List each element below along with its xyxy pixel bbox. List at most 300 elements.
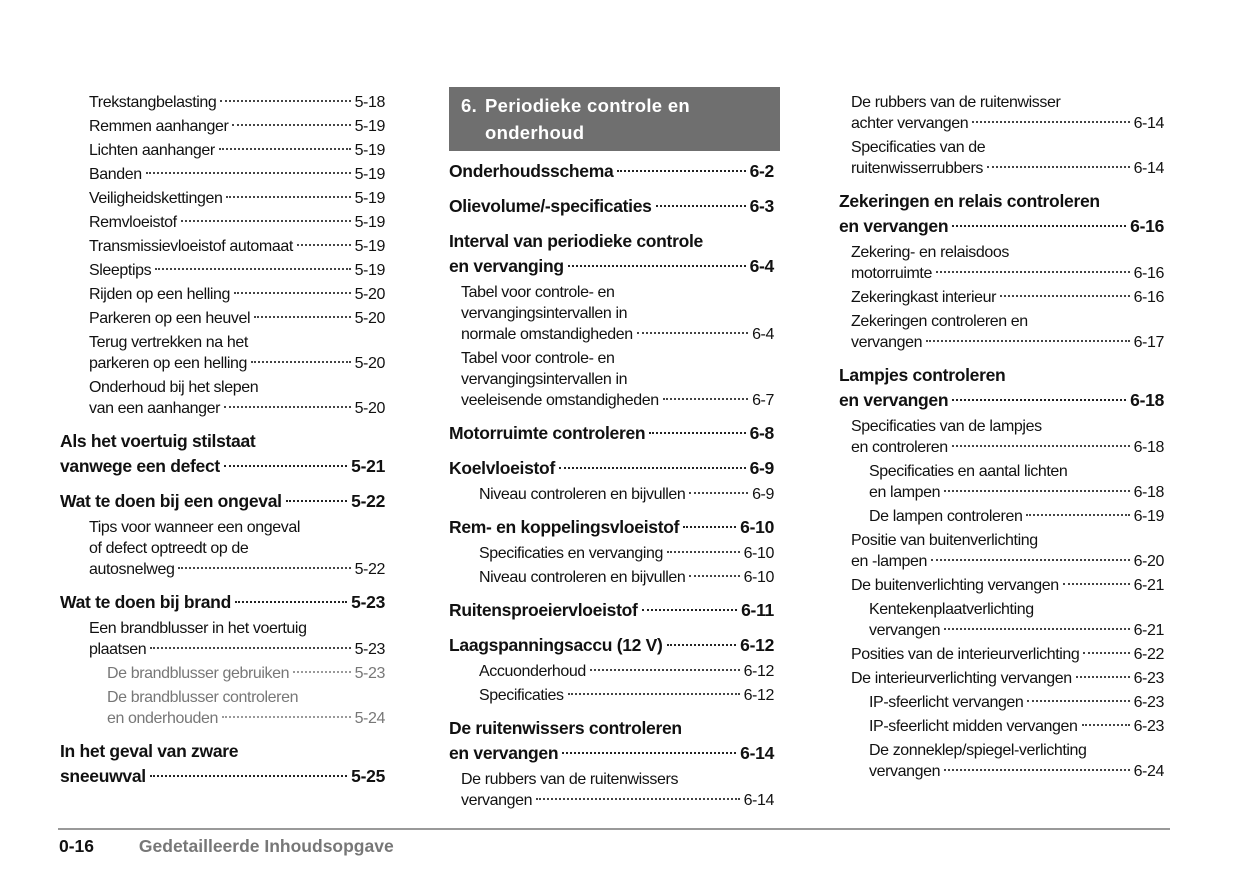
entry-title: vanwege een defect: [60, 456, 220, 476]
entry-page-number: 6-9: [752, 486, 774, 503]
entry-page-number: 5-22: [354, 561, 385, 578]
entry-line: [449, 741, 774, 766]
dot-leader: [642, 609, 738, 611]
entry-line: [449, 456, 774, 481]
dot-leader: [689, 575, 739, 577]
entry-title: De brandblusser gebruiken: [107, 665, 290, 682]
dot-leader: [637, 332, 748, 334]
entry-page-number: 6-18: [1133, 439, 1164, 456]
entry-title: Olievolume/-specificaties: [449, 196, 652, 216]
entry-title: of defect optreedt op de: [89, 540, 249, 557]
dot-leader: [656, 205, 746, 207]
entry-line: [449, 421, 774, 446]
dot-leader: [568, 693, 740, 695]
toc-heading-entry[interactable]: [60, 739, 385, 789]
toc-heading-entry[interactable]: [449, 716, 774, 766]
entry-line: [461, 369, 774, 390]
toc-entry[interactable]: [60, 618, 385, 660]
dot-leader: [254, 316, 350, 318]
toc-entry[interactable]: [60, 140, 385, 161]
toc-entry[interactable]: [839, 740, 1164, 782]
dot-leader: [146, 172, 351, 174]
entry-title: Remvloeistof: [89, 214, 177, 231]
entry-page-number: 5-20: [354, 355, 385, 372]
toc-entry[interactable]: [60, 260, 385, 281]
entry-line: [89, 559, 385, 580]
entry-line: [461, 282, 774, 303]
entry-title: Lichten aanhanger: [89, 142, 215, 159]
entry-page-number: 6-12: [740, 635, 774, 655]
toc-entry[interactable]: [839, 287, 1164, 308]
entry-title: veeleisende omstandigheden: [461, 392, 659, 409]
entry-title: Trekstangbelasting: [89, 94, 217, 111]
entry-page-number: 5-20: [354, 286, 385, 303]
dot-leader: [1082, 724, 1130, 726]
toc-heading-entry[interactable]: [60, 489, 385, 514]
toc-entry[interactable]: [60, 663, 385, 684]
entry-line: [89, 353, 385, 374]
toc-entry[interactable]: [60, 116, 385, 137]
entry-title: achter vervangen: [851, 115, 969, 132]
dot-leader: [952, 225, 1126, 227]
dot-leader: [972, 121, 1129, 123]
entry-page-number: 6-20: [1133, 553, 1164, 570]
entry-page-number: 5-19: [354, 214, 385, 231]
entry-line: [107, 663, 385, 684]
entry-page-number: 5-21: [351, 456, 385, 476]
toc-entry[interactable]: [60, 284, 385, 305]
entry-title: sneeuwval: [60, 766, 146, 786]
entry-line: [869, 599, 1164, 620]
entry-line: [89, 212, 385, 233]
entry-title: De interieurverlichting vervangen: [851, 670, 1072, 687]
toc-heading-entry[interactable]: [449, 421, 774, 446]
entry-title: Een brandblusser in het voertuig: [89, 620, 307, 637]
dot-leader: [667, 551, 740, 553]
entry-title: Tips voor wanneer een ongeval: [89, 519, 301, 536]
dot-leader: [944, 628, 1129, 630]
toc-entry[interactable]: [839, 506, 1164, 527]
dot-leader: [689, 492, 748, 494]
entry-line: [851, 311, 1164, 332]
entry-title: Interval van periodieke controle: [449, 231, 703, 251]
entry-page-number: 5-18: [354, 94, 385, 111]
dot-leader: [617, 170, 745, 172]
entry-page-number: 5-24: [354, 710, 385, 727]
entry-title: De rubbers van de ruitenwisser: [851, 94, 1061, 111]
entry-line: [60, 429, 385, 454]
entry-page-number: 5-19: [354, 238, 385, 255]
entry-line: [89, 116, 385, 137]
entry-page-number: 6-2: [749, 161, 774, 181]
dot-leader: [562, 752, 736, 754]
toc-heading-entry[interactable]: [449, 633, 774, 658]
entry-title: Banden: [89, 166, 142, 183]
toc-entry[interactable]: [449, 567, 774, 588]
entry-title: Sleeptips: [89, 262, 152, 279]
entry-title: Specificaties van de: [851, 139, 986, 156]
entry-line: [851, 92, 1164, 113]
entry-page-number: 6-17: [1133, 334, 1164, 351]
entry-title: De brandblusser controleren: [107, 689, 299, 706]
entry-title: Specificaties en aantal lichten: [869, 463, 1068, 480]
entry-line: [89, 332, 385, 353]
entry-title: en onderhouden: [107, 710, 218, 727]
entry-line: [60, 739, 385, 764]
dot-leader: [944, 490, 1129, 492]
entry-page-number: 5-23: [351, 592, 385, 612]
entry-title: plaatsen: [89, 641, 147, 658]
dot-leader: [224, 406, 350, 408]
toc-entry[interactable]: [60, 164, 385, 185]
dot-leader: [150, 647, 350, 649]
toc-heading-entry[interactable]: [449, 456, 774, 481]
entry-title: ruitenwisserrubbers: [851, 160, 984, 177]
entry-title: en lampen: [869, 484, 941, 501]
entry-title: Als het voertuig stilstaat: [60, 431, 256, 451]
entry-line: [839, 214, 1164, 239]
entry-line: [479, 543, 774, 564]
entry-page-number: 6-23: [1133, 670, 1164, 687]
entry-title: parkeren op een helling: [89, 355, 248, 372]
entry-title: vervangen: [851, 334, 923, 351]
entry-title: IP-sfeerlicht midden vervangen: [869, 718, 1078, 735]
dot-leader: [536, 798, 739, 800]
entry-title: De rubbers van de ruitenwissers: [461, 771, 679, 788]
dot-leader: [220, 100, 350, 102]
entry-line: [89, 308, 385, 329]
dot-leader: [559, 467, 746, 469]
footer-divider: [58, 828, 1170, 830]
entry-line: [461, 324, 774, 345]
entry-line: [869, 692, 1164, 713]
entry-line: [851, 287, 1164, 308]
entry-title: Specificaties en vervanging: [479, 545, 663, 562]
entry-page-number: 5-22: [351, 491, 385, 511]
entry-title: De buitenverlichting vervangen: [851, 577, 1059, 594]
dot-leader: [944, 769, 1129, 771]
toc-entry[interactable]: [839, 92, 1164, 134]
entry-line: [479, 685, 774, 706]
dot-leader: [219, 148, 351, 150]
dot-leader: [663, 398, 748, 400]
dot-leader: [235, 601, 347, 603]
entry-line: [60, 764, 385, 789]
toc-entry[interactable]: [60, 212, 385, 233]
entry-page-number: 6-16: [1133, 265, 1164, 282]
entry-line: [869, 716, 1164, 737]
entry-page-number: 6-14: [740, 743, 774, 763]
entry-title: vervangen: [869, 763, 941, 780]
entry-line: [461, 390, 774, 411]
entry-line: [851, 437, 1164, 458]
entry-title: en vervanging: [449, 256, 564, 276]
entry-line: [449, 194, 774, 219]
section-number: 6.: [461, 95, 478, 116]
toc-list: [449, 159, 774, 811]
entry-line: [60, 590, 385, 615]
entry-line: [89, 538, 385, 559]
entry-title: Zekeringen controleren en: [851, 313, 1028, 330]
dot-leader: [683, 526, 736, 528]
dot-leader: [1063, 583, 1130, 585]
toc-column-3: [839, 92, 1164, 782]
toc-entry[interactable]: [839, 461, 1164, 503]
entry-page-number: 6-14: [1133, 160, 1164, 177]
entry-page-number: 6-18: [1130, 390, 1164, 410]
entry-title: autosnelweg: [89, 561, 175, 578]
toc-entry[interactable]: [449, 484, 774, 505]
entry-title: Lampjes controleren: [839, 365, 1006, 385]
toc-entry[interactable]: [449, 348, 774, 411]
entry-line: [449, 515, 774, 540]
entry-page-number: 6-8: [749, 423, 774, 443]
entry-page-number: 5-25: [351, 766, 385, 786]
entry-title: en vervangen: [839, 390, 949, 410]
page-number: 0-16: [59, 836, 95, 856]
entry-page-number: 5-20: [354, 310, 385, 327]
entry-title: Posities van de interieurverlichting: [851, 646, 1080, 663]
entry-line: [449, 254, 774, 279]
toc-heading-entry[interactable]: [449, 598, 774, 623]
entry-title: Accuonderhoud: [479, 663, 586, 680]
entry-title: Wat te doen bij een ongeval: [60, 491, 282, 511]
entry-page-number: 6-14: [743, 792, 774, 809]
dot-leader: [1000, 295, 1130, 297]
entry-line: [479, 484, 774, 505]
entry-line: [851, 644, 1164, 665]
entry-page-number: 6-4: [752, 326, 774, 343]
dot-leader: [987, 166, 1130, 168]
entry-line: [869, 620, 1164, 641]
toc-entry[interactable]: [839, 575, 1164, 596]
entry-title: De zonneklep/spiegel-verlichting: [869, 742, 1087, 759]
entry-line: [89, 284, 385, 305]
dot-leader: [1076, 676, 1130, 678]
entry-line: [851, 158, 1164, 179]
toc-heading-entry[interactable]: [449, 515, 774, 540]
entry-title: Ruitensproeiervloeistof: [449, 600, 638, 620]
footer-title: Gedetailleerde Inhoudsopgave: [138, 836, 394, 856]
entry-title: Laagspanningsaccu (12 V): [449, 635, 663, 655]
entry-page-number: 6-11: [741, 600, 774, 620]
toc-entry[interactable]: [60, 308, 385, 329]
toc-column-1: [60, 92, 385, 789]
entry-title: en controleren: [851, 439, 948, 456]
entry-title: Veiligheidskettingen: [89, 190, 223, 207]
entry-line: [89, 618, 385, 639]
dot-leader: [222, 716, 351, 718]
page-footer: [59, 836, 394, 857]
toc-heading-entry[interactable]: [449, 159, 774, 184]
entry-page-number: 6-10: [743, 545, 774, 562]
entry-title: Rijden op een helling: [89, 286, 231, 303]
entry-title: Transmissievloeistof automaat: [89, 238, 293, 255]
entry-page-number: 5-19: [354, 166, 385, 183]
toc-entry[interactable]: [839, 668, 1164, 689]
dot-leader: [178, 567, 350, 569]
entry-page-number: 5-20: [354, 400, 385, 417]
entry-page-number: 6-24: [1133, 763, 1164, 780]
dot-leader: [649, 432, 745, 434]
entry-title: vervangen: [461, 792, 533, 809]
toc-entry[interactable]: [449, 685, 774, 706]
dot-leader: [926, 340, 1129, 342]
entry-line: [851, 551, 1164, 572]
entry-line: [851, 416, 1164, 437]
entry-line: [89, 639, 385, 660]
dot-leader: [155, 268, 350, 270]
dot-leader: [251, 361, 351, 363]
entry-page-number: 5-19: [354, 118, 385, 135]
entry-title: van een aanhanger: [89, 400, 221, 417]
entry-title: Kentekenplaatverlichting: [869, 601, 1034, 618]
entry-line: [869, 740, 1164, 761]
dot-leader: [226, 196, 350, 198]
dot-leader: [1083, 652, 1129, 654]
toc-heading-entry[interactable]: [60, 429, 385, 479]
toc-entry[interactable]: [60, 332, 385, 374]
entry-line: [89, 377, 385, 398]
entry-line: [89, 236, 385, 257]
entry-line: [107, 687, 385, 708]
toc-entry[interactable]: [60, 236, 385, 257]
dot-leader: [234, 292, 351, 294]
entry-line: [89, 140, 385, 161]
entry-page-number: 6-23: [1133, 694, 1164, 711]
toc-entry[interactable]: [839, 242, 1164, 284]
entry-line: [107, 708, 385, 729]
entry-line: [449, 716, 774, 741]
dot-leader: [150, 775, 347, 777]
entry-line: [851, 530, 1164, 551]
toc-heading-entry[interactable]: [839, 189, 1164, 239]
entry-page-number: 6-23: [1133, 718, 1164, 735]
entry-page-number: 6-16: [1130, 216, 1164, 236]
toc-entry[interactable]: [839, 311, 1164, 353]
toc-heading-entry[interactable]: [60, 590, 385, 615]
entry-line: [479, 661, 774, 682]
entry-title: De ruitenwissers controleren: [449, 718, 682, 738]
entry-title: vervangingsintervallen in: [461, 371, 628, 388]
entry-line: [869, 482, 1164, 503]
toc-heading-entry[interactable]: [449, 229, 774, 279]
toc-entry[interactable]: [839, 692, 1164, 713]
entry-line: [461, 303, 774, 324]
dot-leader: [568, 265, 746, 267]
entry-page-number: 6-19: [1133, 508, 1164, 525]
entry-title: IP-sfeerlicht vervangen: [869, 694, 1024, 711]
entry-title: Zekeringen en relais controleren: [839, 191, 1100, 211]
toc-entry[interactable]: [60, 517, 385, 580]
toc-entry[interactable]: [449, 769, 774, 811]
toc-entry[interactable]: [60, 188, 385, 209]
entry-line: [449, 229, 774, 254]
entry-line: [851, 575, 1164, 596]
entry-page-number: 5-23: [354, 665, 385, 682]
entry-page-number: 6-12: [743, 663, 774, 680]
toc-entry[interactable]: [449, 661, 774, 682]
entry-page-number: 6-10: [740, 517, 774, 537]
entry-line: [851, 332, 1164, 353]
entry-line: [839, 363, 1164, 388]
toc-entry[interactable]: [60, 377, 385, 419]
entry-page-number: 6-9: [749, 458, 774, 478]
entry-page-number: 5-19: [354, 262, 385, 279]
toc-entry[interactable]: [839, 137, 1164, 179]
dot-leader: [1026, 514, 1129, 516]
entry-line: [851, 242, 1164, 263]
entry-page-number: 5-19: [354, 142, 385, 159]
toc-entry[interactable]: [60, 92, 385, 113]
section-title: Periodieke controle en onderhoud: [485, 95, 691, 143]
dot-leader: [667, 644, 737, 646]
entry-title: Zekering- en relaisdoos: [851, 244, 1009, 261]
entry-page-number: 6-16: [1133, 289, 1164, 306]
entry-line: [60, 489, 385, 514]
toc-entry[interactable]: [839, 599, 1164, 641]
entry-page-number: 6-7: [752, 392, 774, 409]
entry-line: [869, 506, 1164, 527]
dot-leader: [232, 124, 350, 126]
entry-title: Onderhoudsschema: [449, 161, 614, 181]
dot-leader: [931, 559, 1130, 561]
toc-entry[interactable]: [839, 530, 1164, 572]
entry-page-number: 6-10: [743, 569, 774, 586]
entry-line: [449, 633, 774, 658]
toc-entry[interactable]: [839, 716, 1164, 737]
entry-title: Wat te doen bij brand: [60, 592, 231, 612]
entry-title: Niveau controleren en bijvullen: [479, 569, 686, 586]
entry-title: en vervangen: [839, 216, 949, 236]
dot-leader: [293, 671, 350, 673]
toc-entry[interactable]: [839, 644, 1164, 665]
entry-page-number: 5-23: [354, 641, 385, 658]
entry-line: [839, 388, 1164, 413]
entry-line: [89, 398, 385, 419]
entry-title: Positie van buitenverlichting: [851, 532, 1038, 549]
entry-title: Onderhoud bij het slepen: [89, 379, 259, 396]
toc-entry[interactable]: [60, 687, 385, 729]
section-header: [449, 87, 780, 151]
entry-page-number: 6-21: [1133, 577, 1164, 594]
toc-heading-entry[interactable]: [839, 363, 1164, 413]
entry-line: [60, 454, 385, 479]
dot-leader: [1027, 700, 1129, 702]
entry-page-number: 5-19: [354, 190, 385, 207]
entry-title: en vervangen: [449, 743, 559, 763]
dot-leader: [936, 271, 1130, 273]
entry-title: Specificaties van de lampjes: [851, 418, 1042, 435]
toc-entry[interactable]: [449, 282, 774, 345]
entry-line: [479, 567, 774, 588]
entry-line: [449, 159, 774, 184]
entry-page-number: 6-14: [1133, 115, 1164, 132]
entry-line: [851, 263, 1164, 284]
entry-page-number: 6-21: [1133, 622, 1164, 639]
dot-leader: [224, 465, 347, 467]
entry-title: vervangingsintervallen in: [461, 305, 628, 322]
toc-entry[interactable]: [449, 543, 774, 564]
entry-title: De lampen controleren: [869, 508, 1023, 525]
toc-entry[interactable]: [839, 416, 1164, 458]
entry-page-number: 6-18: [1133, 484, 1164, 501]
entry-line: [89, 92, 385, 113]
dot-leader: [286, 500, 347, 502]
entry-title: Specificaties: [479, 687, 564, 704]
toc-heading-entry[interactable]: [449, 194, 774, 219]
entry-title: normale omstandigheden: [461, 326, 633, 343]
